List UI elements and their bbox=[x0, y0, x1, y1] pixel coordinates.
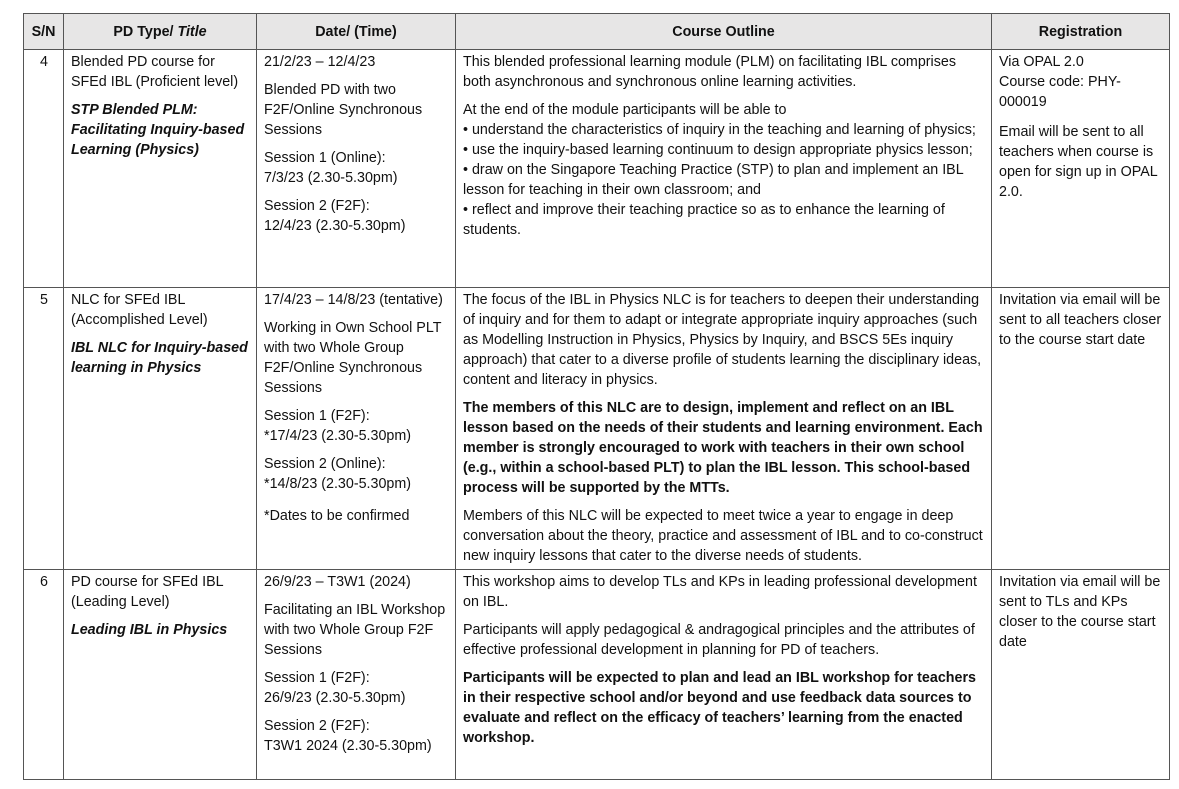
header-outline: Course Outline bbox=[456, 14, 992, 50]
row-date-cell bbox=[257, 570, 456, 780]
row-format: Working in Own School PLT with two Whole Group F2F/Online Synchronous Sessions bbox=[264, 320, 442, 396]
header-sn: S/N bbox=[24, 14, 64, 50]
row-title: IBL NLC for Inquiry-based learning in Physics bbox=[71, 340, 248, 376]
row-note: *Dates to be confirmed bbox=[264, 508, 410, 524]
header-row bbox=[24, 14, 1170, 50]
row-registration-cell bbox=[992, 50, 1170, 288]
row-format: Facilitating an IBL Workshop with two Whole Group F2F Sessions bbox=[264, 602, 446, 658]
row-date-range: 17/4/23 – 14/8/23 (tentative) bbox=[264, 292, 443, 308]
header-pd-type-plain: PD Type/ bbox=[113, 23, 174, 40]
row-date-range: 26/9/23 – T3W1 (2024) bbox=[264, 574, 411, 590]
row-session1-time: 26/9/23 (2.30-5.30pm) bbox=[264, 690, 406, 706]
row-reg-line1: Invitation via email will be sent to all teachers closer to the course start date bbox=[999, 292, 1162, 348]
row-session2-time: 12/4/23 (2.30-5.30pm) bbox=[264, 218, 406, 234]
row-session1-label: Session 1 (F2F): bbox=[264, 670, 370, 686]
row-outline-p1: The focus of the IBL in Physics NLC is for teachers to deepen their understanding of inquiry and for them to adapt or integrate appropriate inquiry approaches (such as Modelling Instruction in Physics, Physics by Inquiry, and BSCS 5Es inquiry approach) that cater to a diverse profile of students learning the disciplinary ideas, content and literacy in physics. bbox=[463, 292, 982, 388]
row-outline-p1: This workshop aims to develop TLs and KPs in leading professional development on IBL. bbox=[463, 574, 977, 610]
row-outline-p3: Participants will be expected to plan and lead an IBL workshop for teachers in their respective school and/or beyond and use feedback data sources to evaluate and reflect on the efficacy of teachers’ learning from the enacted workshop. bbox=[463, 670, 976, 746]
row-outline-intro: This blended professional learning module (PLM) on facilitating IBL comprises both asynchronous and synchronous online learning activities. bbox=[463, 54, 956, 90]
header-pd-type bbox=[64, 14, 257, 50]
row-sn: 5 bbox=[24, 288, 64, 570]
row-outline-bullet: • use the inquiry-based learning continuum to design appropriate physics lesson; bbox=[463, 142, 973, 158]
row-outline-bullet: • understand the characteristics of inquiry in the teaching and learning of physics; bbox=[463, 122, 976, 138]
row-date-range: 21/2/23 – 12/4/23 bbox=[264, 54, 376, 70]
row-session2-label: Session 2 (Online): bbox=[264, 456, 386, 472]
row-date-cell bbox=[257, 50, 456, 288]
row-title: STP Blended PLM: Facilitating Inquiry-based Learning (Physics) bbox=[71, 102, 245, 158]
table-row bbox=[24, 570, 1170, 780]
row-session2-time: T3W1 2024 (2.30-5.30pm) bbox=[264, 738, 432, 754]
row-outline-bullet: • reflect and improve their teaching practice so as to enhance the learning of students. bbox=[463, 202, 945, 238]
row-outline-cell bbox=[456, 50, 992, 288]
pd-course-table bbox=[23, 13, 1170, 780]
row-outline-p3: Members of this NLC will be expected to meet twice a year to engage in deep conversation about the theory, practice and assessment of IBL and to co-construct new inquiry lessons that cater to the diverse needs of students. bbox=[463, 508, 983, 564]
row-date-cell bbox=[257, 288, 456, 570]
registration-spacer bbox=[999, 112, 1163, 122]
row-type: NLC for SFEd IBL (Accomplished Level) bbox=[71, 292, 208, 328]
row-sn: 6 bbox=[24, 570, 64, 780]
row-registration-cell bbox=[992, 288, 1170, 570]
row-reg-line1: Invitation via email will be sent to TLs and KPs closer to the course start date bbox=[999, 574, 1161, 650]
row-session1-label: Session 1 (Online): bbox=[264, 150, 386, 166]
row-outline-p2: The members of this NLC are to design, implement and reflect on an IBL lesson based on the needs of their students and learning environment. Each member is strongly encouraged to work with teachers in their own school (e.g., within a school-based PLT) to plan the IBL lesson. This school-based process will be supported by the MTTs. bbox=[463, 400, 983, 496]
row-outline-cell bbox=[456, 288, 992, 570]
row-pd-type-cell bbox=[64, 288, 257, 570]
header-pd-type-italic: Title bbox=[177, 23, 207, 40]
row-type: Blended PD course for SFEd IBL (Proficient level) bbox=[71, 54, 239, 90]
row-reg-line1: Via OPAL 2.0 bbox=[999, 54, 1084, 70]
row-session1-label: Session 1 (F2F): bbox=[264, 408, 370, 424]
row-title: Leading IBL in Physics bbox=[71, 622, 228, 638]
row-registration-cell bbox=[992, 570, 1170, 780]
pd-course-table-container bbox=[23, 13, 1170, 780]
row-session2-label: Session 2 (F2F): bbox=[264, 718, 370, 734]
row-format: Blended PD with two F2F/Online Synchronous Sessions bbox=[264, 82, 423, 138]
row-reg-line3: Email will be sent to all teachers when course is open for sign up in OPAL 2.0. bbox=[999, 124, 1158, 200]
row-outline-lead: At the end of the module participants will be able to bbox=[463, 102, 787, 118]
row-session1-time: *17/4/23 (2.30-5.30pm) bbox=[264, 428, 412, 444]
table-row bbox=[24, 288, 1170, 570]
header-date: Date/ (Time) bbox=[257, 14, 456, 50]
row-type: PD course for SFEd IBL (Leading Level) bbox=[71, 574, 224, 610]
row-pd-type-cell bbox=[64, 570, 257, 780]
row-sn: 4 bbox=[24, 50, 64, 288]
header-registration: Registration bbox=[992, 14, 1170, 50]
table-row bbox=[24, 50, 1170, 288]
row-outline-cell bbox=[456, 570, 992, 780]
row-session2-label: Session 2 (F2F): bbox=[264, 198, 370, 214]
row-outline-p2: Participants will apply pedagogical & andragogical principles and the attributes of effective professional development in planning for PD of teachers. bbox=[463, 622, 975, 658]
row-outline-bullet: • draw on the Singapore Teaching Practice (STP) to plan and implement an IBL lesson for teaching in their own classroom; and bbox=[463, 162, 964, 198]
row-session2-time: *14/8/23 (2.30-5.30pm) bbox=[264, 476, 412, 492]
row-pd-type-cell bbox=[64, 50, 257, 288]
row-session1-time: 7/3/23 (2.30-5.30pm) bbox=[264, 170, 398, 186]
row-reg-line2: Course code: PHY-000019 bbox=[999, 74, 1121, 110]
